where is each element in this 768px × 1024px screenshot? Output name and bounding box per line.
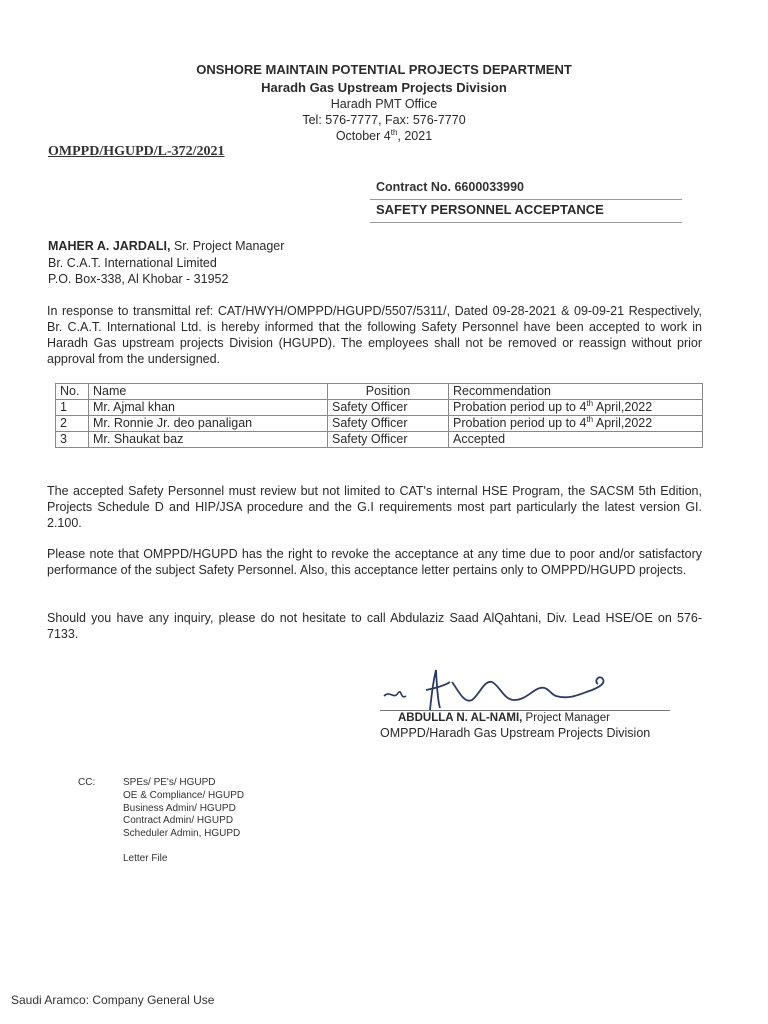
cc-label: CC: (78, 777, 96, 788)
cc-item: SPEs/ PE's/ HGUPD (123, 777, 216, 788)
classification-footer: Saudi Aramco: Company General Use (11, 993, 215, 1007)
handwritten-signature (380, 660, 630, 715)
table-row (56, 416, 703, 432)
cc-item: OE & Compliance/ HGUPD (123, 790, 245, 801)
reference-number: OMPPD/HGUPD/L-372/2021 (48, 144, 225, 159)
division-title: Haradh Gas Upstream Projects Division (261, 80, 507, 95)
table-header-row (56, 384, 703, 400)
cell-position: Safety Officer (328, 432, 449, 448)
subject-line: SAFETY PERSONNEL ACCEPTANCE (376, 202, 604, 217)
contact-line: Tel: 576-7777, Fax: 576-7770 (302, 113, 466, 127)
signature-line (380, 710, 670, 711)
cc-item: Scheduler Admin, HGUPD (123, 828, 241, 839)
header-name: Name (89, 384, 328, 400)
cell-position: Safety Officer (328, 416, 449, 432)
cell-name: Mr. Shaukat baz (89, 432, 328, 448)
letter-file: Letter File (123, 853, 168, 864)
review-paragraph: The accepted Safety Personnel must review but not limited to CAT's internal HSE Program, the SACSM 5th Edition, Projects Schedule D and HIP/JSA procedure and the G.I requirements most part particularly the latest version GI. 2.100. (47, 484, 702, 530)
cell-recommendation: Accepted (449, 432, 703, 448)
divider (370, 199, 682, 200)
signatory-division: OMPPD/Haradh Gas Upstream Projects Division (380, 726, 651, 740)
table-row (56, 432, 703, 448)
cell-position: Safety Officer (328, 400, 449, 416)
cell-recommendation: Probation period up to 4th April,2022 (449, 400, 703, 416)
header-no: No. (56, 384, 89, 400)
personnel-table (55, 383, 703, 448)
department-title: ONSHORE MAINTAIN POTENTIAL PROJECTS DEPARTMENT (196, 62, 572, 77)
table-row (56, 400, 703, 416)
header-recommendation: Recommendation (449, 384, 703, 400)
cell-recommendation: Probation period up to 4th April,2022 (449, 416, 703, 432)
cell-no: 3 (56, 432, 89, 448)
intro-paragraph: In response to transmittal ref: CAT/HWYH/OMPPD/HGUPD/5507/5311/, Dated 09-28-2021 & 09-09-21 Respectively, Br. C.A.T. International Ltd. is hereby informed that the following Safety Personnel have been accepted to work in Haradh Gas upstream projects Division (HGUPD). The employees shall not be removed or reassign without prior approval from the undersigned. (47, 304, 702, 366)
recipient-company: Br. C.A.T. International Limited (48, 256, 217, 270)
cc-item: Business Admin/ HGUPD (123, 803, 236, 814)
revoke-paragraph: Please note that OMPPD/HGUPD has the right to revoke the acceptance at any time due to poor and/or satisfactory performance of the subject Safety Personnel. Also, this acceptance letter pertains only to OMPPD/HGUPD projects. (47, 547, 702, 577)
contract-number: Contract No. 6600033990 (376, 180, 524, 194)
cell-no: 2 (56, 416, 89, 432)
recipient-address: P.O. Box-338, Al Khobar - 31952 (48, 272, 229, 286)
cell-name: Mr. Ajmal khan (89, 400, 328, 416)
divider (370, 222, 682, 223)
cell-name: Mr. Ronnie Jr. deo panaligan (89, 416, 328, 432)
cell-no: 1 (56, 400, 89, 416)
signatory-name: ABDULLA N. AL-NAMI, Project Manager (398, 712, 610, 724)
inquiry-paragraph: Should you have any inquiry, please do not hesitate to call Abdulaziz Saad AlQahtani, Div. Lead HSE/OE on 576-7133. (47, 611, 702, 641)
office-name: Haradh PMT Office (330, 97, 438, 111)
recipient-name: MAHER A. JARDALI, Sr. Project Manager (48, 239, 285, 253)
letter-date: October 4th, 2021 (335, 127, 433, 143)
header-position: Position (328, 384, 449, 400)
cc-item: Contract Admin/ HGUPD (123, 815, 234, 826)
